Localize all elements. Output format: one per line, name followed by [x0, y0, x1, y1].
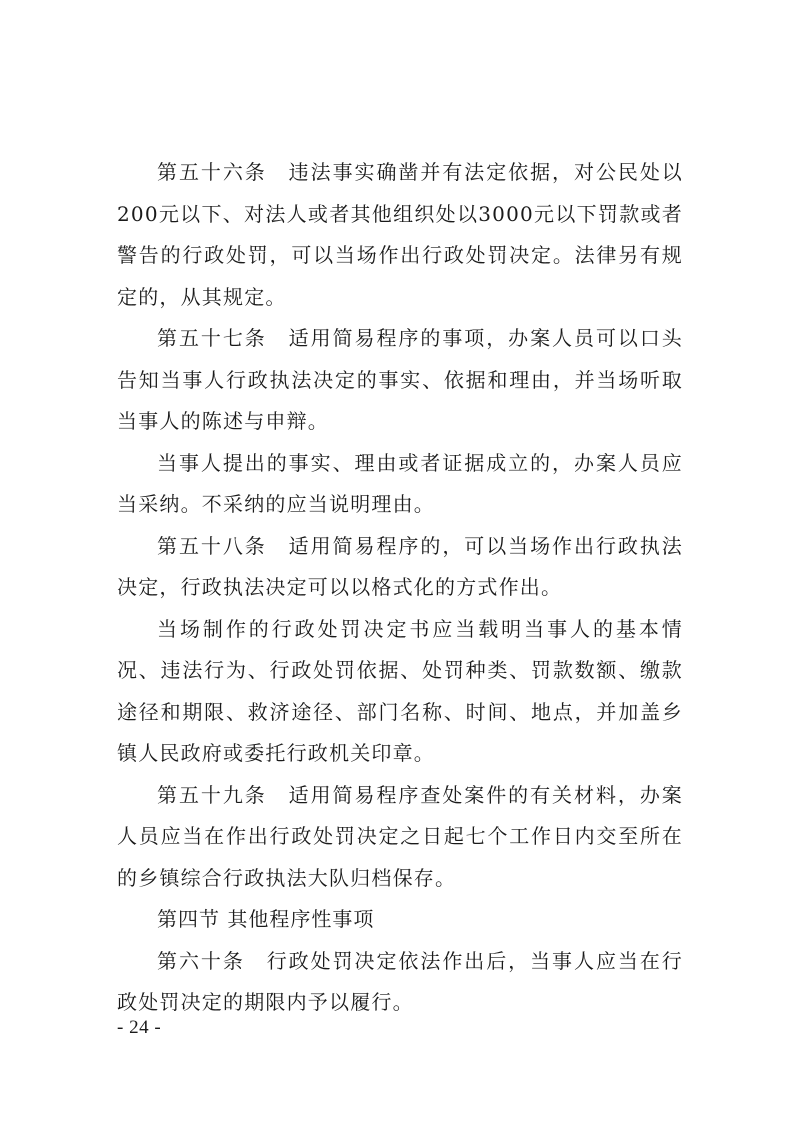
article-59-paragraph: 第五十九条 适用简易程序查处案件的有关材料，办案人员应当在作出行政处罚决定之日起七个工作日内交至所在的乡镇综合行政执法大队归档保存。 — [117, 782, 683, 890]
article-60-paragraph: 第六十条 行政处罚决定依法作出后，当事人应当在行政处罚决定的期限内予以履行。 — [117, 948, 683, 1014]
document-body — [117, 152, 683, 1024]
article-57-paragraph: 第五十七条 适用简易程序的事项，办案人员可以口头告知当事人行政执法决定的事实、依据和理由，并当场听取当事人的陈述与申辩。 — [117, 326, 683, 433]
section-4-heading: 第四节 其他程序性事项 — [157, 907, 375, 931]
article-58-paragraph: 第五十八条 适用简易程序的，可以当场作出行政执法决定，行政执法决定可以以格式化的方式作出。 — [117, 533, 683, 599]
article-58-second-paragraph: 当场制作的行政处罚决定书应当载明当事人的基本情况、违法行为、行政处罚依据、处罚种类、罚款数额、缴款途径和期限、救济途径、部门名称、时间、地点，并加盖乡镇人民政府或委托行政机关印章。 — [117, 616, 683, 765]
article-57-second-paragraph: 当事人提出的事实、理由或者证据成立的，办案人员应当采纳。不采纳的应当说明理由。 — [117, 450, 683, 516]
page-number: - 24 - — [117, 1017, 162, 1038]
article-56-paragraph: 第五十六条 违法事实确凿并有法定依据，对公民处以200元以下、对法人或者其他组织处以3000元以下罚款或者警告的行政处罚，可以当场作出行政处罚决定。法律另有规定的，从其规定。 — [117, 160, 683, 309]
